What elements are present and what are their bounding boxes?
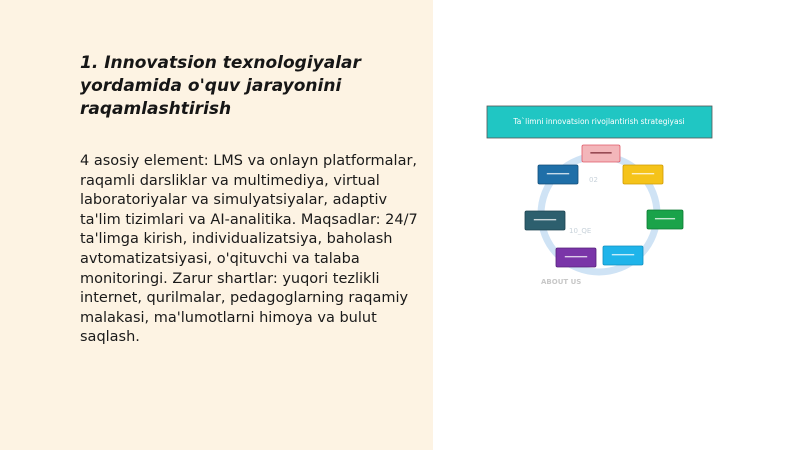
faded-label-top: 02 xyxy=(589,176,598,184)
diagram-title: Ta`limni innovatsion rivojlantirish strategiyasi xyxy=(513,117,685,126)
cycle-node-6 xyxy=(525,211,565,230)
cycle-node-2 xyxy=(623,165,663,184)
cycle-node-1-text-line xyxy=(590,152,611,153)
cycle-node-7-text-line xyxy=(547,173,569,174)
cycle-node-2-text-line xyxy=(632,173,654,174)
cycle-node-4-text-line xyxy=(612,254,634,255)
faded-label-bottom: ABOUT US xyxy=(541,278,582,286)
cycle-node-4 xyxy=(603,246,643,265)
faded-label-mid: 10_QE xyxy=(569,227,592,235)
cycle-node-7 xyxy=(538,165,578,184)
cycle-node-6-text-line xyxy=(534,219,556,220)
slide-title: 1. Innovatsion texnologiyalar yordamida o'quv jarayonini raqamlashtirish xyxy=(80,53,361,119)
strategy-diagram xyxy=(485,105,713,295)
cycle-node-3-text-line xyxy=(655,218,675,219)
slide-body: 4 asosiy element: LMS va onlayn platformalar, raqamli darsliklar va multimediya, virtual laboratoriyalar va simulyatsiyalar, adaptiv ta'lim tizimlari va AI-analitika. Maqsadlar: 24/7 ta'limga kirish, individualizatsiya, baholash avtomatizatsiyasi, o'qituvchi va talaba monitoringi. Zarur shartlar: yuqori tezlikli internet, qurilmalar, pedagoglarning raqamiy malakasi, ma'lumotlarni himoya va bulut saqlash. xyxy=(80,153,418,346)
cycle-node-5-text-line xyxy=(565,256,587,257)
cycle-node-3 xyxy=(647,210,683,229)
cycle-node-5 xyxy=(556,248,596,267)
